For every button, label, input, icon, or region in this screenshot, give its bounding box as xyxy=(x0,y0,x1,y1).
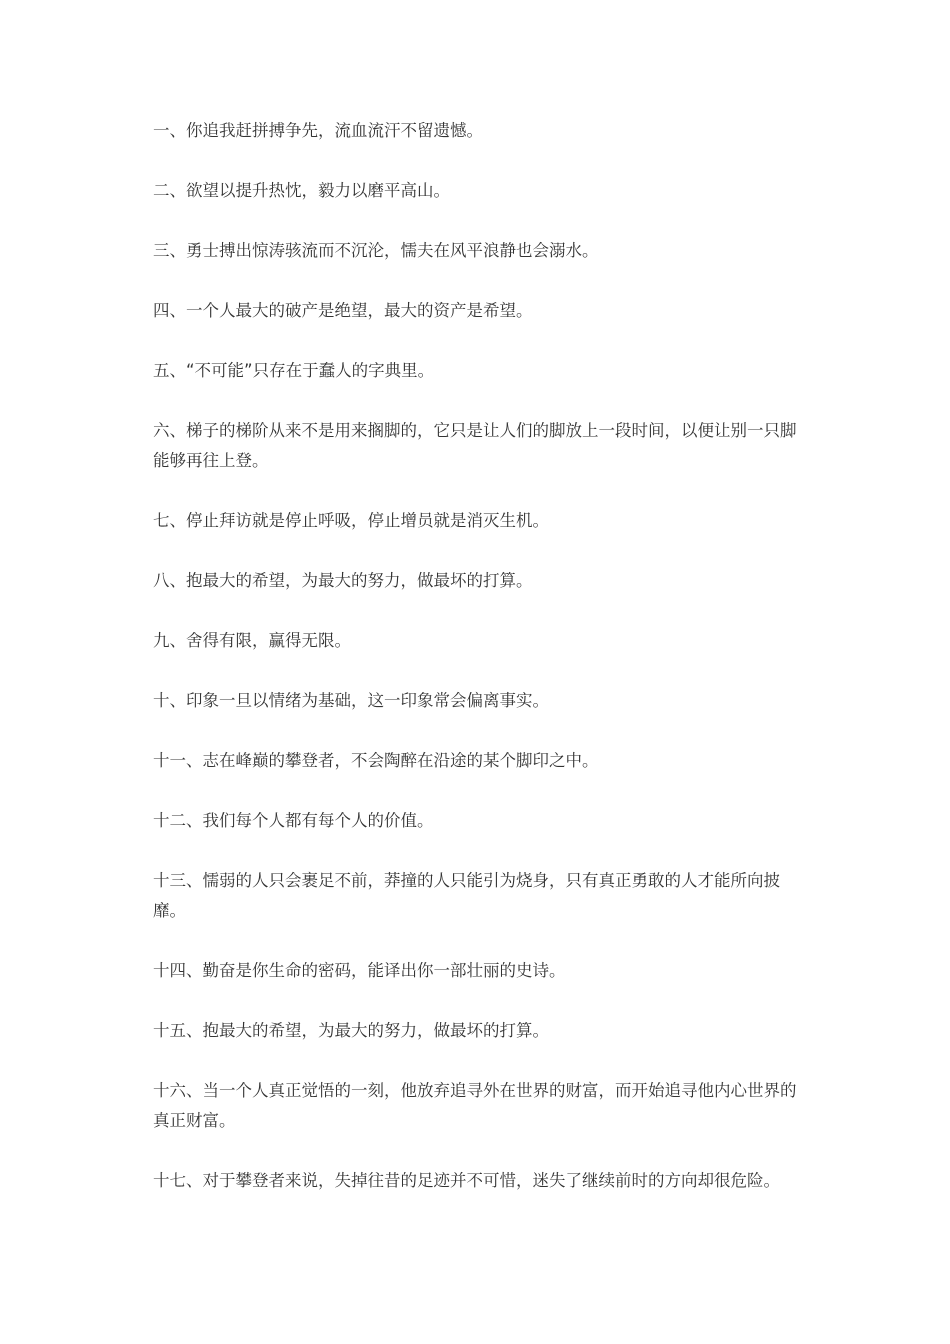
quote-item: 十二、我们每个人都有每个人的价值。 xyxy=(153,811,434,830)
quote-item: 十五、抱最大的希望，为最大的努力，做最坏的打算。 xyxy=(153,1021,549,1040)
quote-list xyxy=(153,116,798,1226)
quote-item: 八、抱最大的希望，为最大的努力，做最坏的打算。 xyxy=(153,571,533,590)
quote-item: 十三、懦弱的人只会裹足不前，莽撞的人只能引为烧身，只有真正勇敢的人才能所向披靡。 xyxy=(153,871,780,920)
quote-item: 五、“不可能”只存在于蠢人的字典里。 xyxy=(153,361,435,380)
quote-item: 七、停止拜访就是停止呼吸，停止增员就是消灭生机。 xyxy=(153,511,549,530)
quote-item: 四、一个人最大的破产是绝望，最大的资产是希望。 xyxy=(153,301,533,320)
quote-item: 十、印象一旦以情绪为基础，这一印象常会偏离事实。 xyxy=(153,691,549,710)
quote-item: 九、舍得有限，赢得无限。 xyxy=(153,631,351,650)
quote-item: 一、你追我赶拼搏争先，流血流汗不留遗憾。 xyxy=(153,121,483,140)
quote-item: 十七、对于攀登者来说，失掉往昔的足迹并不可惜，迷失了继续前时的方向却很危险。 xyxy=(153,1171,780,1190)
quote-item: 十一、志在峰巅的攀登者，不会陶醉在沿途的某个脚印之中。 xyxy=(153,751,599,770)
quote-item: 六、梯子的梯阶从来不是用来搁脚的，它只是让人们的脚放上一段时间，以便让别一只脚能够再往上登。 xyxy=(153,421,797,470)
quote-item: 十六、当一个人真正觉悟的一刻，他放弃追寻外在世界的财富，而开始追寻他内心世界的真正财富。 xyxy=(153,1081,797,1130)
quote-item: 二、欲望以提升热忱，毅力以磨平高山。 xyxy=(153,181,450,200)
quote-item: 三、勇士搏出惊涛骇流而不沉沦，懦夫在风平浪静也会溺水。 xyxy=(153,241,599,260)
quote-item: 十四、勤奋是你生命的密码，能译出你一部壮丽的史诗。 xyxy=(153,961,566,980)
